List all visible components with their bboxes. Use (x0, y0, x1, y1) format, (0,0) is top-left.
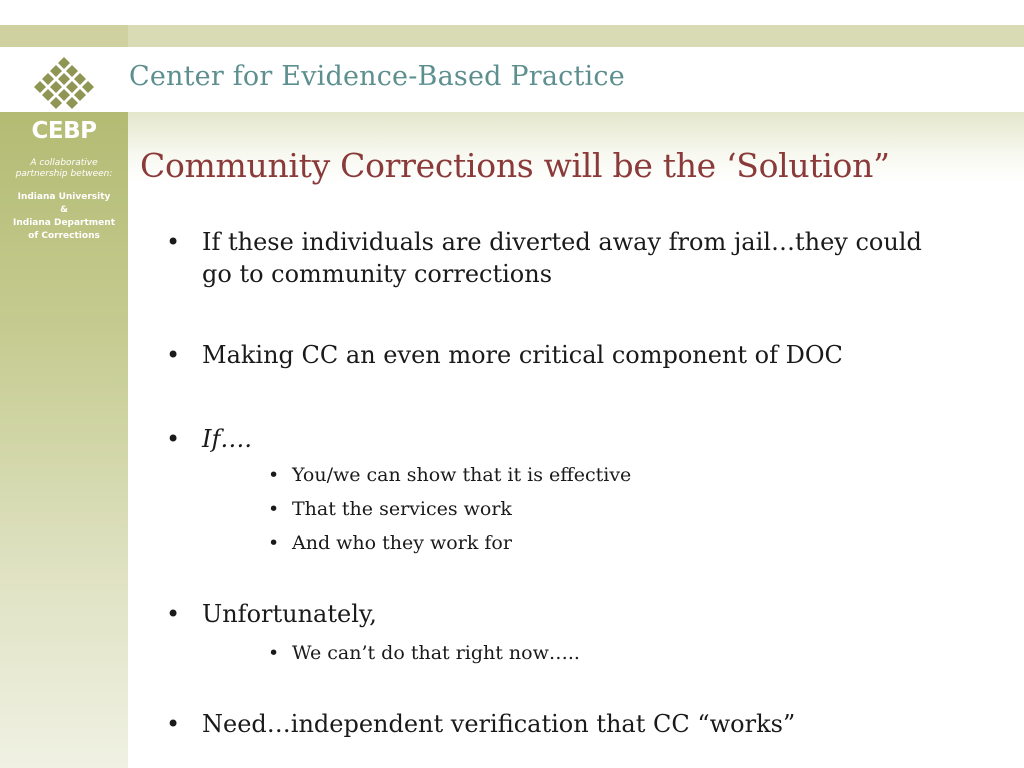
bullet-text: Making CC an even more critical component of DOC (202, 341, 843, 369)
collab-line-1: A collaborative (30, 158, 98, 168)
sub-bullet-text: We can’t do that right now….. (292, 642, 580, 664)
top-strip-left (0, 25, 128, 47)
partner-amp: & (60, 205, 68, 215)
collab-text (0, 158, 128, 180)
sub-bullet-glyph: • (268, 642, 280, 664)
top-strip (128, 25, 1024, 47)
sub-bullet-text: That the services work (292, 498, 512, 520)
sub-bullet-text: And who they work for (292, 532, 512, 554)
bullet-glyph: • (166, 710, 181, 738)
bullet-text: Need…independent verification that CC “works” (202, 710, 796, 738)
bullet-text: If…. (202, 425, 252, 453)
bullet-glyph: • (166, 600, 181, 628)
partner-iu: Indiana University (17, 192, 111, 202)
bullet-glyph: • (166, 341, 181, 369)
sub-bullet-text: You/we can show that it is effective (292, 464, 632, 486)
collab-line-2: partnership between: (15, 169, 113, 179)
partner-doc-line-1: Indiana Department (13, 218, 115, 228)
sub-bullet-glyph: • (268, 464, 280, 486)
slide-title: Community Corrections will be the ‘Solution” (140, 146, 890, 185)
bullet-glyph: • (166, 228, 181, 256)
sub-bullet-glyph: • (268, 498, 280, 520)
partner-doc-line-2: of Corrections (28, 231, 100, 241)
sidebar-acronym: CEBP (31, 118, 97, 144)
bullet-text: If these individuals are diverted away from jail…they could go to community corrections (202, 228, 922, 288)
bullet-glyph: • (166, 425, 181, 453)
org-title: Center for Evidence-Based Practice (129, 61, 625, 92)
bullet-text: Unfortunately, (202, 600, 377, 628)
sub-bullet-glyph: • (268, 532, 280, 554)
diamond-lattice-icon (34, 55, 94, 111)
partners-text (0, 191, 128, 243)
top-band (0, 0, 1024, 25)
